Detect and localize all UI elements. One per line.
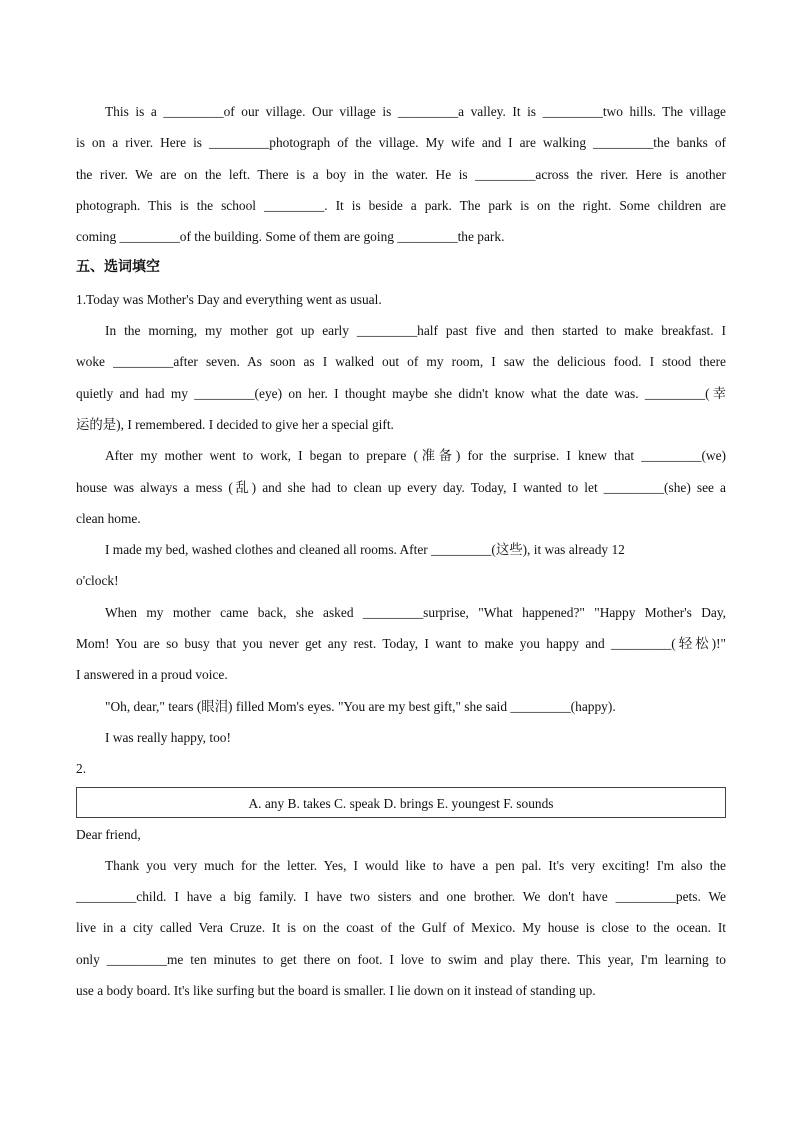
passage-line: After my mother went to work, I began to prepare (准备) for the surprise. I knew that _________(we) bbox=[105, 448, 726, 464]
passage-line: photograph. This is the school _________. It is beside a park. The park is on the right. Some children are bbox=[76, 197, 726, 213]
question-number: 2. bbox=[76, 761, 87, 777]
passage-line: woke _________after seven. As soon as I walked out of my room, I saw the delicious food. I stood there bbox=[76, 354, 726, 370]
passage-line: I was really happy, too! bbox=[105, 729, 231, 745]
passage-line: Thank you very much for the letter. Yes, I would like to have a pen pal. It's very exciting! I'm also the bbox=[105, 857, 726, 873]
village-passage bbox=[76, 96, 726, 252]
word-bank-box: A. any B. takes C. speak D. brings E. youngest F. sounds bbox=[76, 787, 726, 818]
passage-line: quietly and had my _________(eye) on her. I thought maybe she didn't know what the date was. _________(幸 bbox=[76, 385, 726, 401]
passage-line: the river. We are on the left. There is a boy in the water. He is _________across the river. Here is another bbox=[76, 166, 726, 182]
passage-line: coming _________of the building. Some of them are going _________the park. bbox=[76, 229, 505, 245]
question-2 bbox=[76, 753, 726, 1006]
passage-line: o'clock! bbox=[76, 573, 119, 589]
passage-line: I answered in a proud voice. bbox=[76, 667, 228, 683]
passage-line: In the morning, my mother got up early _________half past five and then started to make breakfast. I bbox=[105, 323, 726, 339]
passage-line: When my mother came back, she asked _________surprise, "What happened?" "Happy Mother's Day, bbox=[105, 604, 726, 620]
passage-line: only _________me ten minutes to get there on foot. I love to swim and play there. This year, I'm learning to bbox=[76, 951, 726, 967]
passage-line: 运的是), I remembered. I decided to give her a special gift. bbox=[76, 416, 394, 432]
passage-line: use a body board. It's like surfing but the board is smaller. I lie down on it instead of standing up. bbox=[76, 983, 596, 999]
passage-line: "Oh, dear," tears (眼泪) filled Mom's eyes. "You are my best gift," she said _________(happy). bbox=[105, 698, 616, 714]
section-heading: 五、选词填空 bbox=[76, 259, 160, 276]
letter-greeting: Dear friend, bbox=[76, 826, 141, 842]
passage-line: Mom! You are so busy that you never get any rest. Today, I want to make you happy and _________(轻松)!" bbox=[76, 636, 726, 652]
passage-line: This is a _________of our village. Our village is _________a valley. It is _________two hills. The village bbox=[105, 104, 726, 119]
passage-line: is on a river. Here is _________photograph of the village. My wife and I are walking _________the banks of bbox=[76, 135, 726, 151]
passage-line: clean home. bbox=[76, 510, 141, 526]
passage-line: I made my bed, washed clothes and cleaned all rooms. After _________(这些), it was already 12 bbox=[105, 542, 625, 558]
passage-line: live in a city called Vera Cruze. It is on the coast of the Gulf of Mexico. My house is close to the ocean. It bbox=[76, 920, 726, 936]
question-title: 1.Today was Mother's Day and everything went as usual. bbox=[76, 291, 382, 307]
worksheet-page bbox=[76, 96, 726, 1006]
passage-line: _________child. I have a big family. I have two sisters and one brother. We don't have _________pets. We bbox=[76, 889, 726, 905]
question-1 bbox=[76, 284, 726, 753]
passage-line: house was always a mess (乱) and she had to clean up every day. Today, I wanted to let _________(she) see a bbox=[76, 479, 726, 495]
